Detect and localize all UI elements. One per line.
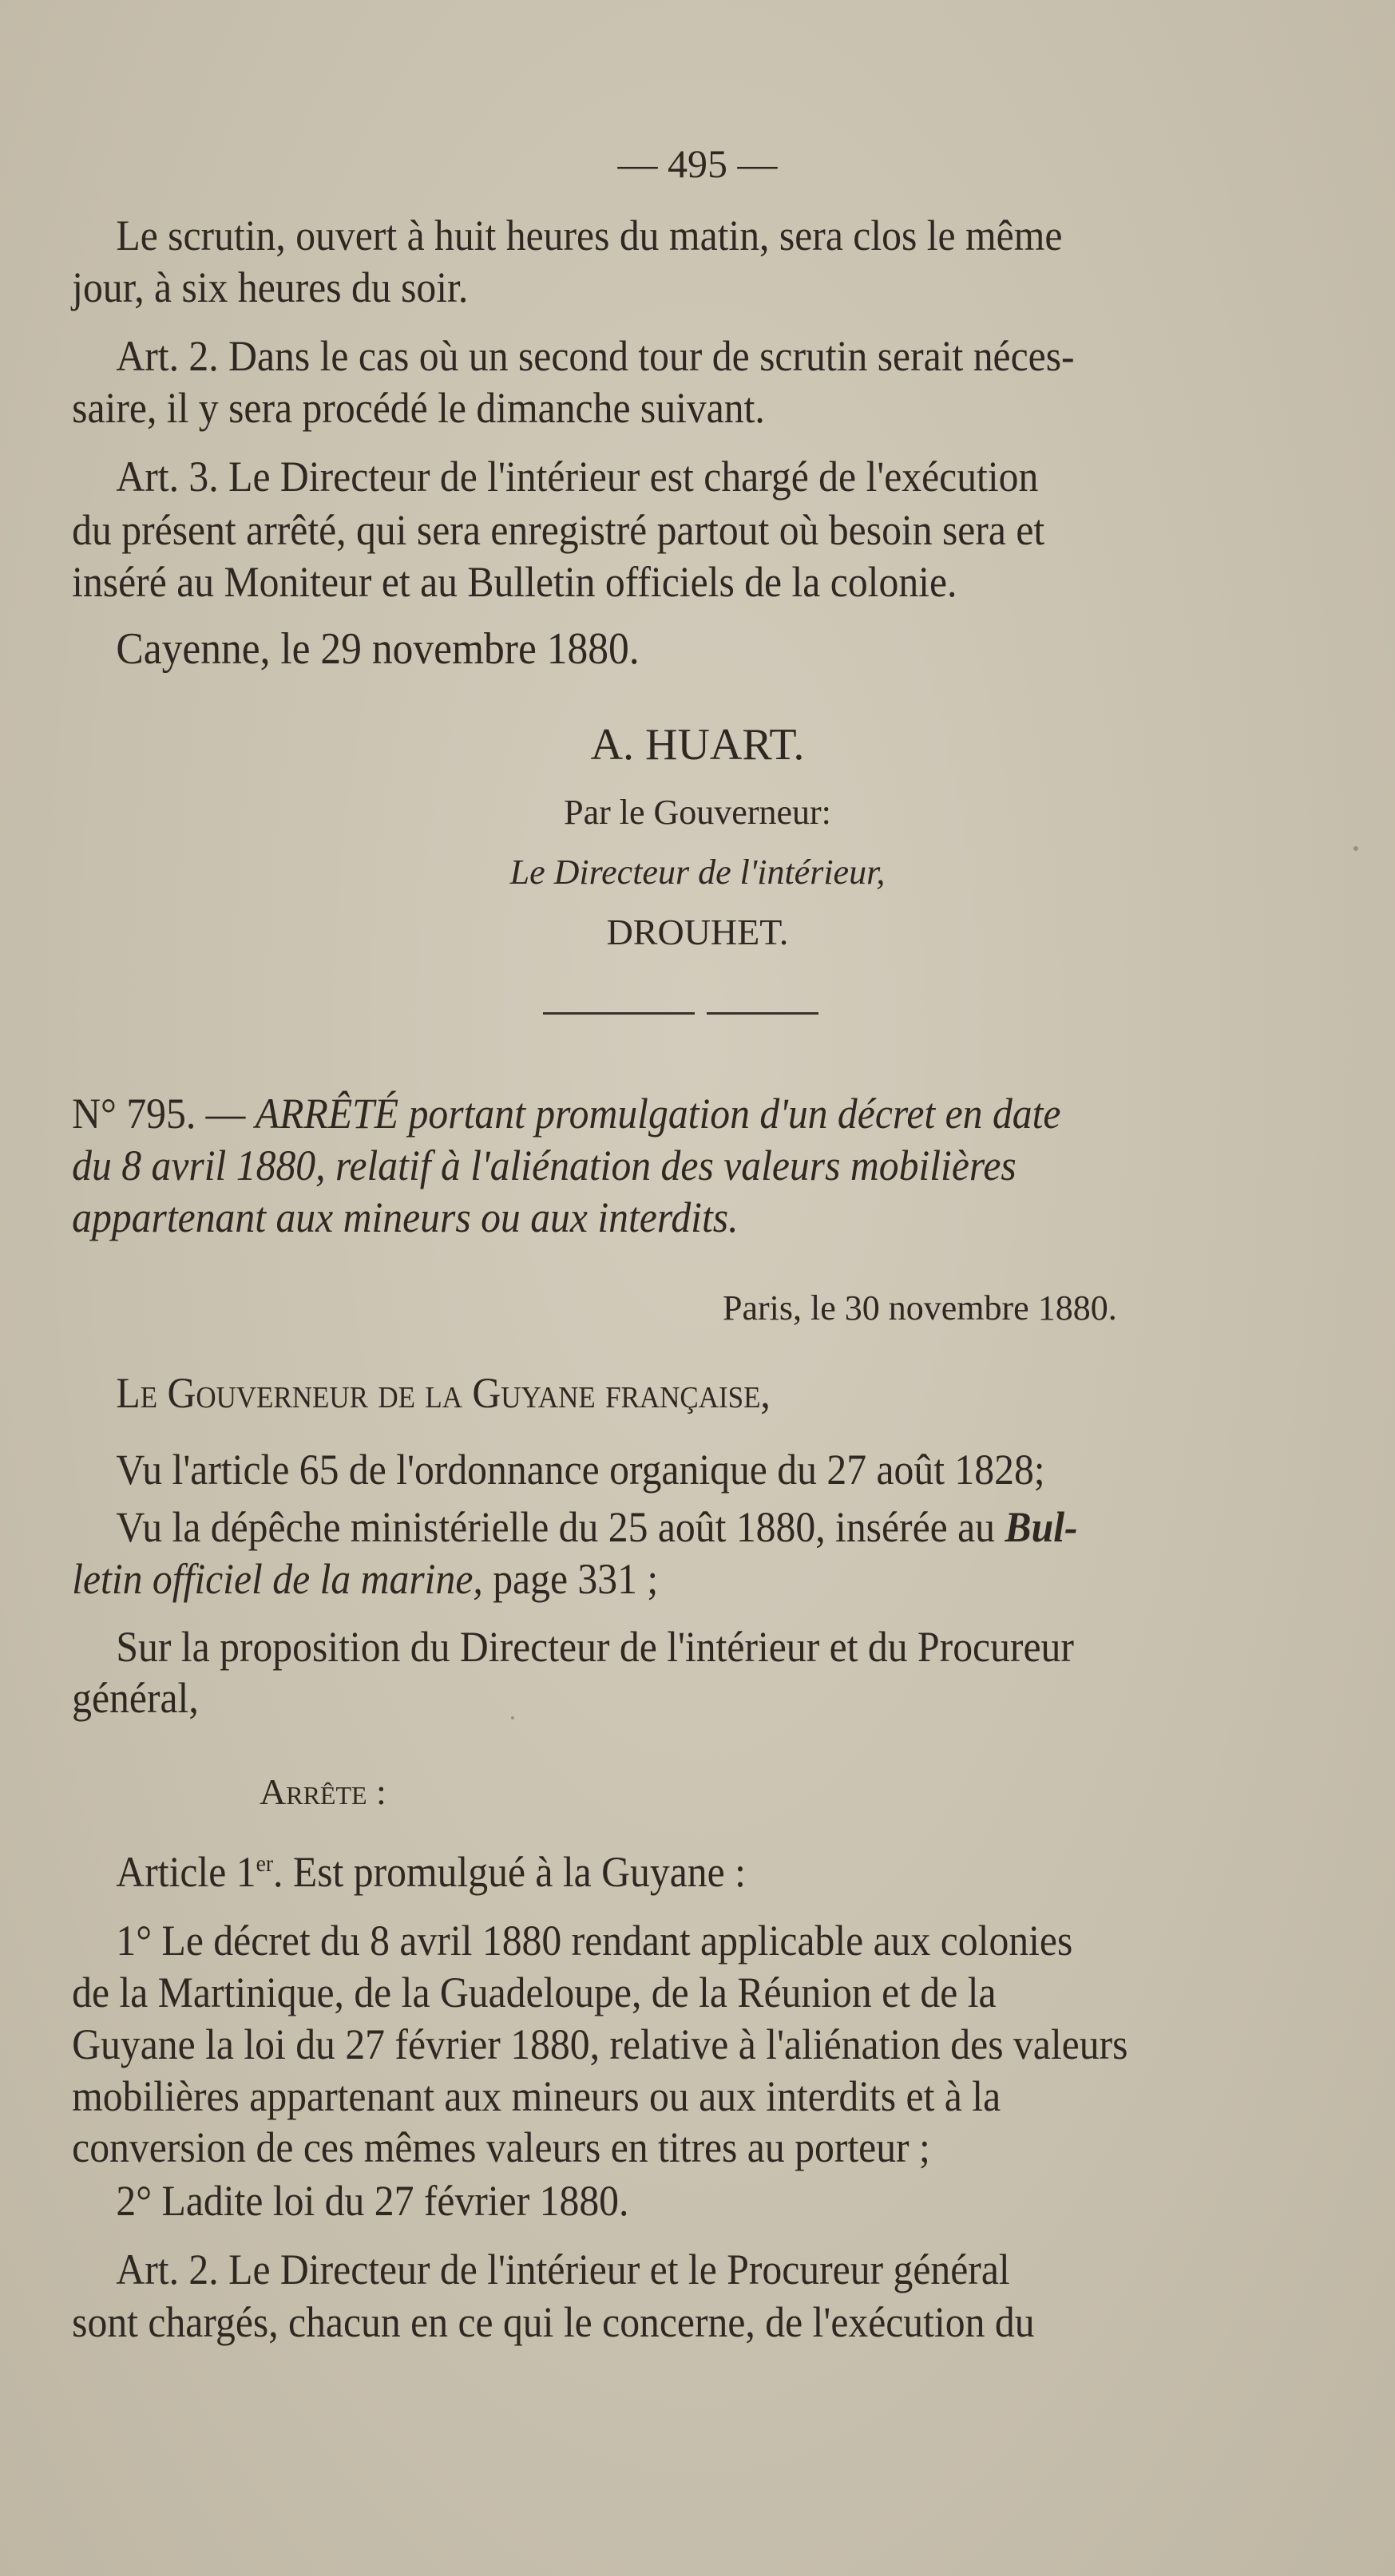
text-line: jour, à six heures du soir. (72, 263, 469, 311)
separator-rule (707, 1012, 818, 1015)
sur-proposition-line: Sur la proposition du Directeur de l'intérieur et du Procureur (116, 1623, 1074, 1671)
vu-line: Vu l'article 65 de l'ordonnance organique du 27 août 1828; (116, 1446, 1045, 1494)
item-1-line: 1° Le décret du 8 avril 1880 rendant applicable aux colonies (116, 1917, 1073, 1965)
text-line: inséré au Moniteur et au Bulletin officiels de la colonie. (72, 558, 957, 606)
separator-rule (543, 1012, 695, 1015)
item-2-line: 2° Ladite loi du 27 février 1880. (116, 2177, 629, 2225)
text-line: du présent arrêté, qui sera enregistré partout où besoin sera et (72, 506, 1045, 554)
article-text: . Est promulgué à la Guyane : (273, 1848, 746, 1896)
decree-title-line: du 8 avril 1880, relatif à l'aliénation des valeurs mobilières (72, 1142, 1017, 1189)
article-1 (0, 1846, 1283, 1898)
item-1-line: conversion de ces mêmes valeurs en titres au porteur ; (72, 2123, 930, 2171)
decree-title: ARRÊTÉ portant promulgation d'un décret en date (255, 1090, 1061, 1138)
arrete-label: Arrête : (260, 1771, 386, 1812)
text-line: saire, il y sera procédé le dimanche suivant. (72, 384, 765, 432)
director-name: DROUHET. (606, 912, 789, 952)
ordinal-suffix: er (256, 1850, 274, 1877)
text-line: Art. 3. Le Directeur de l'intérieur est chargé de l'exécution (116, 453, 1039, 501)
gouverneur-line: Le Gouverneur de la Guyane française, (116, 1369, 771, 1417)
decree-date: Paris, le 30 novembre 1880. (723, 1288, 1117, 1328)
bulletin-ref: Bul- (1005, 1503, 1078, 1551)
decree-number: N° 795. — (72, 1090, 246, 1138)
par-le-gouverneur: Par le Gouverneur: (564, 793, 831, 832)
decree-heading (0, 1087, 1283, 1140)
paper-speck (1353, 846, 1358, 851)
vu-text: page 331 ; (482, 1555, 659, 1603)
article-label: Article 1 (116, 1848, 256, 1896)
vu-line (0, 1553, 1283, 1605)
signature: A. HUART. (590, 720, 805, 770)
item-1-line: Guyane la loi du 27 février 1880, relative à l'aliénation des valeurs (72, 2020, 1128, 2068)
item-1-line: mobilières appartenant aux mineurs ou aux interdits et à la (72, 2072, 1001, 2120)
article-2-line: sont chargés, chacun en ce qui le concerne, de l'exécution du (72, 2298, 1035, 2346)
decree-title-line: appartenant aux mineurs ou aux interdits. (72, 1193, 739, 1241)
text-line: Art. 2. Dans le cas où un second tour de scrutin serait néces- (116, 332, 1075, 380)
vu-text: Vu la dépêche ministérielle du 25 août 1880, insérée au (116, 1503, 1005, 1551)
vu-line (0, 1501, 1283, 1553)
date-line: Cayenne, le 29 novembre 1880. (116, 624, 640, 674)
directeur-title: Le Directeur de l'intérieur, (509, 853, 886, 892)
item-1-line: de la Martinique, de la Guadeloupe, de la Réunion et de la (72, 1969, 997, 2016)
sur-proposition-line: général, (72, 1674, 199, 1722)
text-line: Le scrutin, ouvert à huit heures du matin, sera clos le même (116, 212, 1063, 259)
article-2-line: Art. 2. Le Directeur de l'intérieur et le Procureur général (116, 2246, 1010, 2293)
paper-speck (511, 1716, 514, 1719)
page-number: — 495 — (617, 141, 778, 186)
bulletin-ref: letin officiel de la marine, (72, 1555, 483, 1603)
